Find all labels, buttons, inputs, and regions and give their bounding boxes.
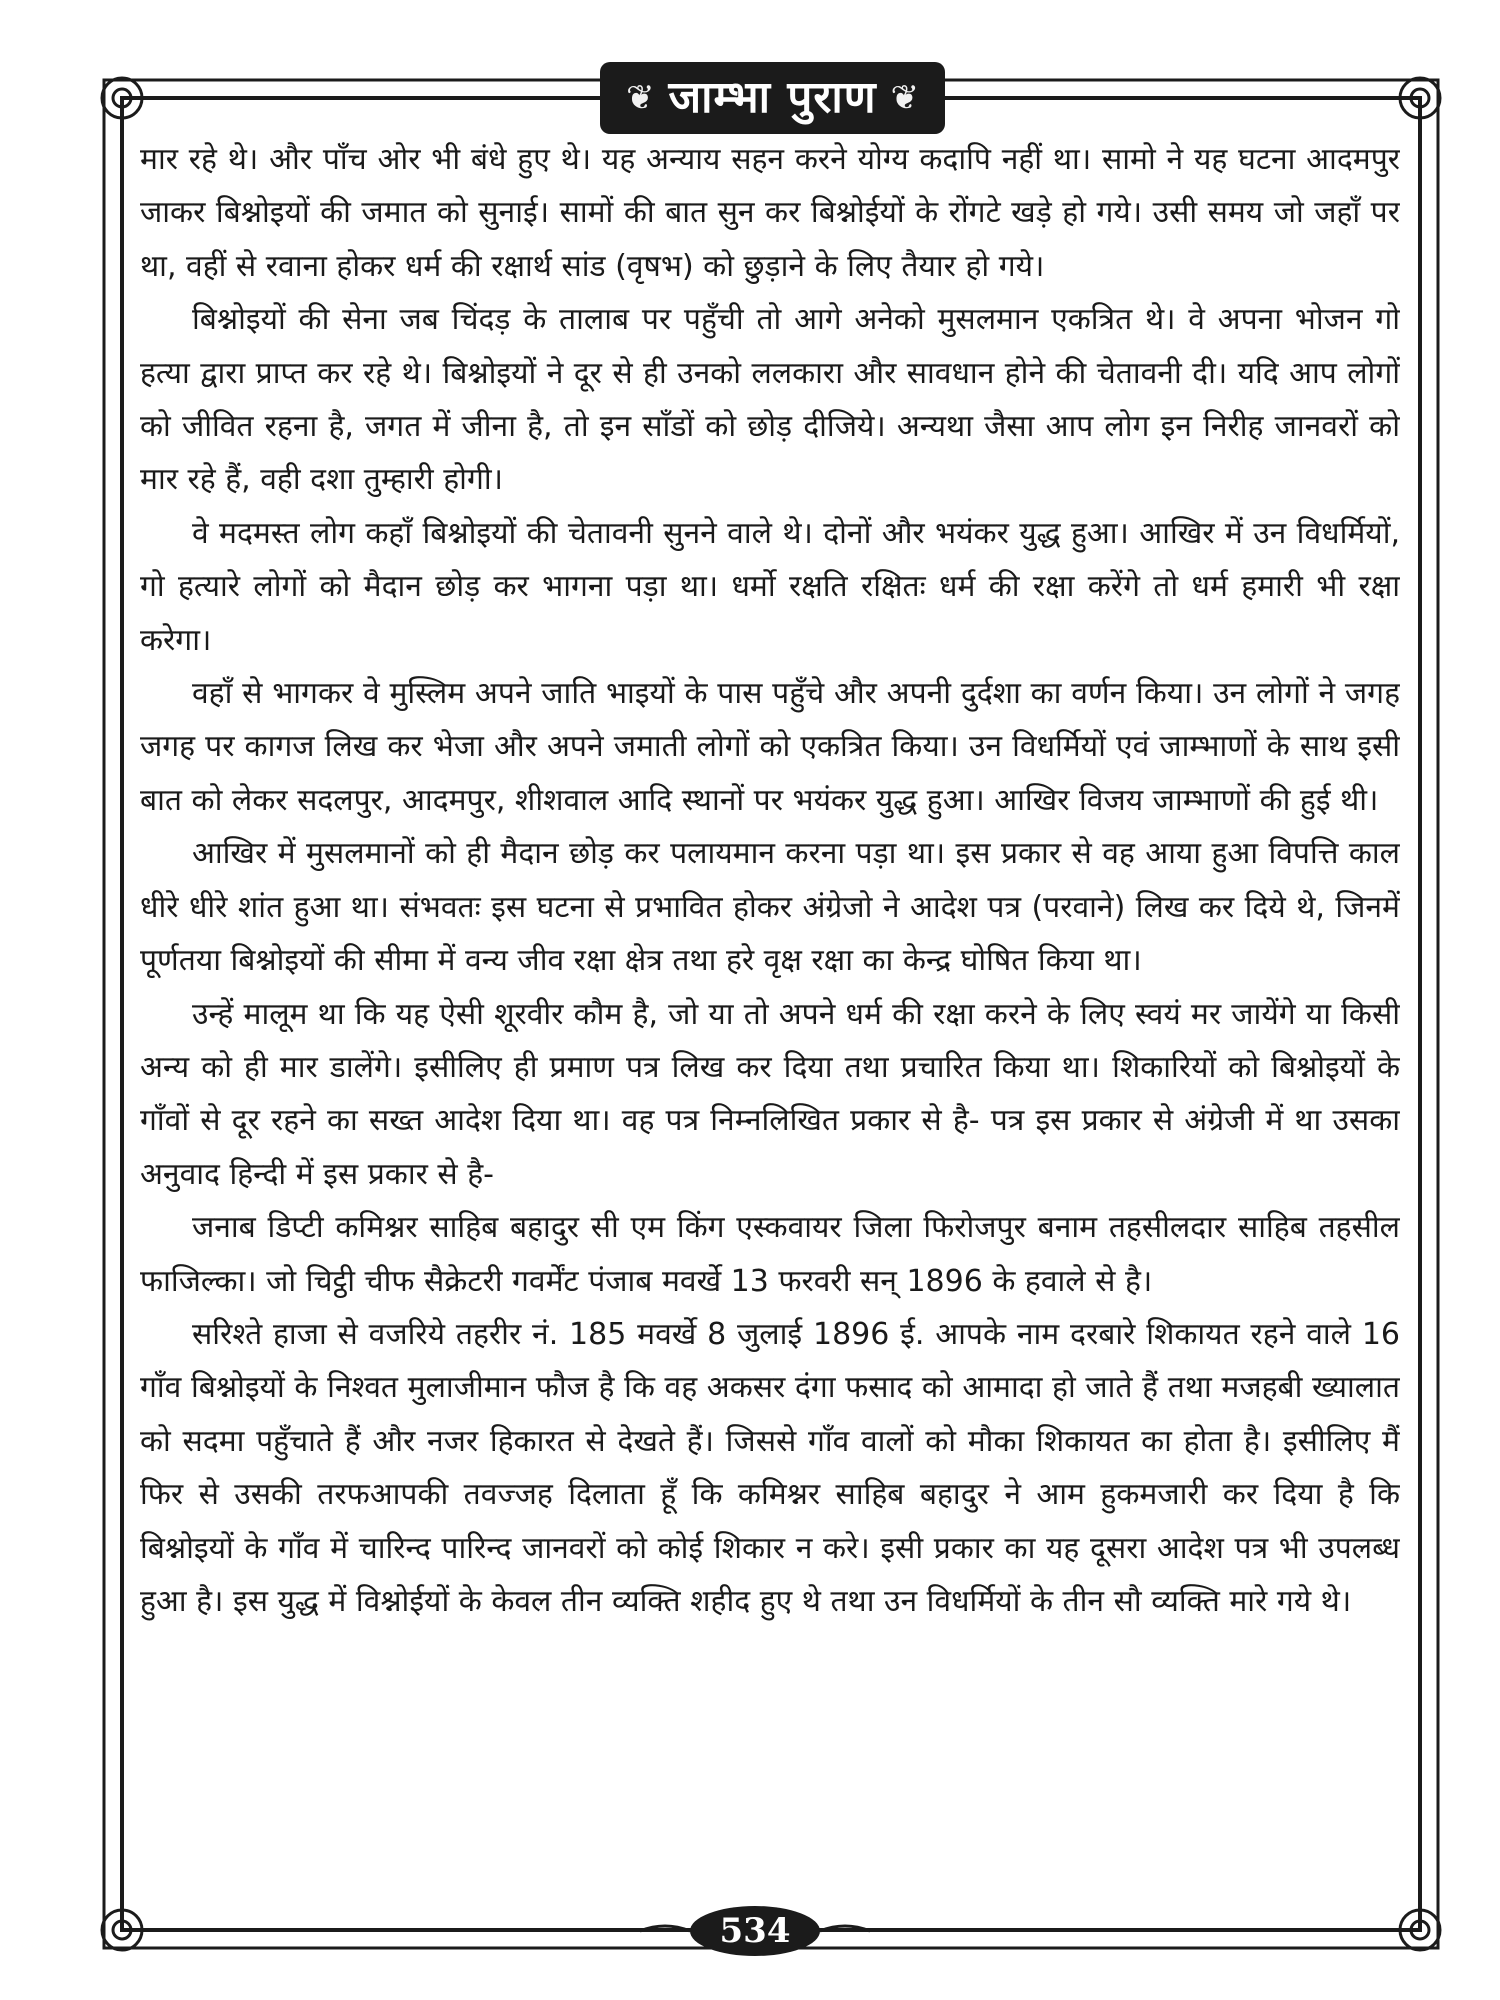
left-flourish-icon: ❦: [625, 78, 655, 118]
paragraph: सरिश्ते हाजा से वजरिये तहरीर नं. 185 मवर्खे 8 जुलाई 1896 ई. आपके नाम दरबारे शिकायत रहने वाले 16 गाँव बिश्नोइयों के निश्वत मुलाजीमान फौज है कि वह अकसर दंगा फसाद को आमादा हो जाते हैं तथा मजहबी ख्यालात को सदमा पहुँचाते हैं और नजर हिकारत से देखते हैं। जिससे गाँव वालों को मौका शिकायत का होता है। इसीलिए मैं फिर से उसकी तरफआपकी तवज्जह दिलाता हूँ कि कमिश्नर साहिब बहादुर ने आम हुकमजारी कर दिया है कि बिश्नोइयों के गाँव में चारिन्द पारिन्द जानवरों को कोई शिकार न करे। इसी प्रकार का यह दूसरा आदेश पत्र भी उपलब्ध हुआ है। इस युद्ध में विश्नोईयों के केवल तीन व्यक्ति शहीद हुए थे तथा उन विधर्मियों के तीन सौ व्यक्ति मारे गये थे।: [140, 1316, 1400, 1619]
paragraph: वे मदमस्त लोग कहाँ बिश्नोइयों की चेतावनी सुनने वाले थे। दोनों और भयंकर युद्ध हुआ। आखिर में उन विधर्मियों, गो हत्यारे लोगों को मैदान छोड़ कर भागना पड़ा था। धर्मो रक्षति रक्षितः धर्म की रक्षा करेंगे तो धर्म हमारी भी रक्षा करेगा।: [140, 515, 1400, 658]
right-flourish-icon: ❦: [890, 78, 920, 118]
paragraph: आखिर में मुसलमानों को ही मैदान छोड़ कर पलायमान करना पड़ा था। इस प्रकार से वह आया हुआ विपत्ति काल धीरे धीरे शांत हुआ था। संभवतः इस घटना से प्रभावित होकर अंग्रेजो ने आदेश पत्र (परवाने) लिख कर दिये थे, जिनमें पूर्णतया बिश्नोइयों की सीमा में वन्य जीव रक्षा क्षेत्र तथा हरे वृक्ष रक्षा का केन्द्र घोषित किया था।: [140, 836, 1400, 979]
book-title: जाम्भा पुराण: [668, 72, 877, 123]
paragraph: जनाब डिप्टी कमिश्नर साहिब बहादुर सी एम किंग एस्कवायर जिला फिरोजपुर बनाम तहसीलदार साहिब तहसील फाजिल्का। जो चिट्ठी चीफ सैक्रेटरी गवर्मेंट पंजाब मवर्खे 13 फरवरी सन् 1896 के हवाले से है।: [140, 1210, 1400, 1299]
page-number: 534: [690, 1906, 820, 1956]
paragraph: वहाँ से भागकर वे मुस्लिम अपने जाति भाइयों के पास पहुँचे और अपनी दुर्दशा का वर्णन किया। उन लोगों ने जगह जगह पर कागज लिख कर भेजा और अपने जमाती लोगों को एकत्रित किया। उन विधर्मियों एवं जाम्भाणों के साथ इसी बात को लेकर सदलपुर, आदमपुर, शीशवाल आदि स्थानों पर भयंकर युद्ध हुआ। आखिर विजय जाम्भाणों की हुई थी।: [140, 676, 1400, 818]
paragraph: उन्हें मालूम था कि यह ऐसी शूरवीर कौम है, जो या तो अपने धर्म की रक्षा करने के लिए स्वयं मर जायेंगे या किसी अन्य को ही मार डालेंगे। इसीलिए ही प्रमाण पत्र लिख कर दिया तथा प्रचारित किया था। शिकारियों को बिश्नोइयों के गाँवों से दूर रहने का सख्त आदेश दिया था। वह पत्र निम्नलिखित प्रकार से है- पत्र इस प्रकार से अंग्रेजी में था उसका अनुवाद हिन्दी में इस प्रकार से है-: [140, 996, 1400, 1192]
header-title-plaque: [600, 62, 945, 134]
paragraph: बिश्नोइयों की सेना जब चिंदड़ के तालाब पर पहुँची तो आगे अनेको मुसलमान एकत्रित थे। वे अपना भोजन गो हत्या द्वारा प्राप्त कर रहे थे। बिश्नोइयों ने दूर से ही उनको ललकारा और सावधान होने की चेतावनी दी। यदि आप लोगों को जीवित रहना है, जगत में जीना है, तो इन साँडों को छोड़ दीजिये। अन्यथा जैसा आप लोग इन निरीह जानवरों को मार रहे हैं, वही दशा तुम्हारी होगी।: [140, 302, 1400, 498]
page-content: [140, 133, 1400, 1901]
paragraph: मार रहे थे। और पाँच ओर भी बंधे हुए थे। यह अन्याय सहन करने योग्य कदापि नहीं था। सामो ने यह घटना आदमपुर जाकर बिश्नोइयों की जमात को सुनाई। सामों की बात सुन कर बिश्नोईयों के रोंगटे खड़े हो गये। उसी समय जो जहाँ पर था, वहीं से रवाना होकर धर्म की रक्षार्थ सांड (वृषभ) को छुड़ाने के लिए तैयार हो गये।: [140, 142, 1400, 284]
